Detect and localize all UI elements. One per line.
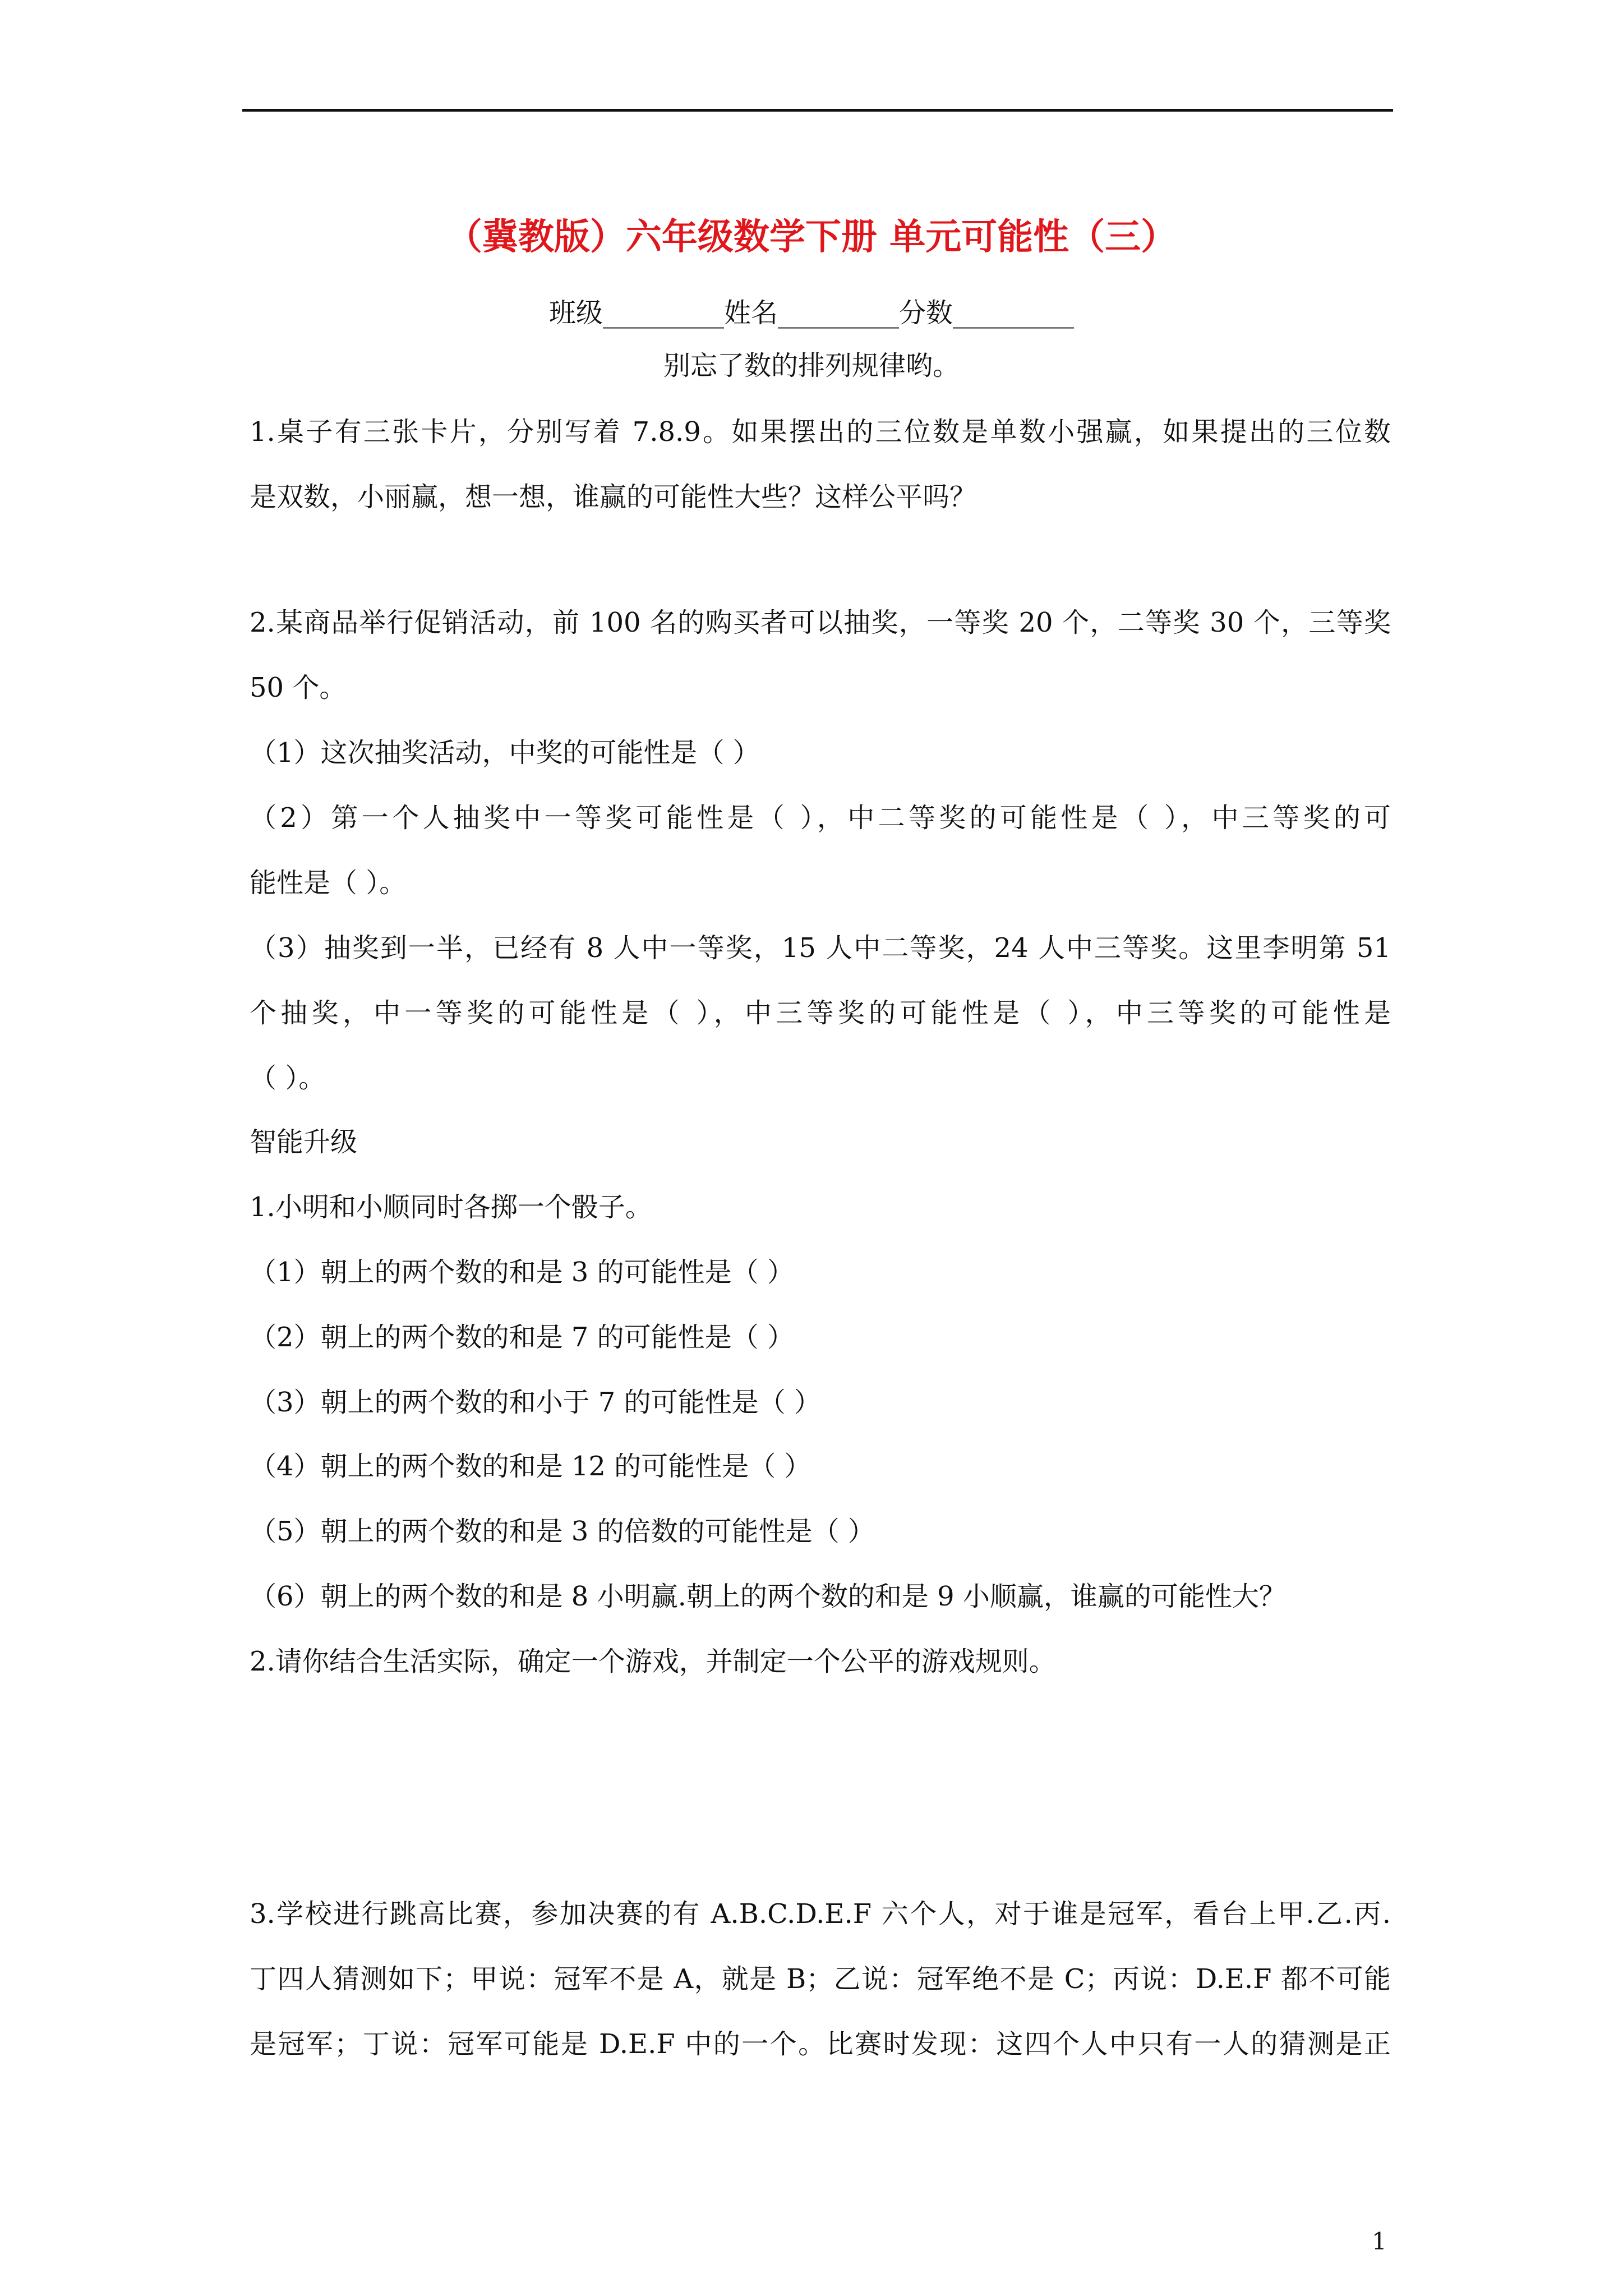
page-number: 1 bbox=[1372, 2228, 1387, 2255]
upgrade-question-1-sub-4: （4）朝上的两个数的和是 12 的可能性是（ ） bbox=[250, 1451, 811, 1482]
upgrade-question-1: 1.小明和小顺同时各掷一个骰子。 bbox=[250, 1191, 652, 1223]
upgrade-question-2: 2.请你结合生活实际，确定一个游戏，并制定一个公平的游戏规则。 bbox=[250, 1646, 1056, 1677]
question-2-sub-3-line-2: 个抽奖，中一等奖的可能性是（ ），中三等奖的可能性是（ ），中三等奖的可能性是 bbox=[250, 997, 1391, 1029]
question-2-sub-1: （1）这次抽奖活动，中奖的可能性是（ ） bbox=[250, 737, 760, 769]
section-heading-upgrade: 智能升级 bbox=[250, 1126, 358, 1158]
upgrade-question-3-line-3: 是冠军；丁说：冠军可能是 D.E.F 中的一个。比赛时发现：这四个人中只有一人的猜测是正 bbox=[250, 2028, 1391, 2060]
question-2-line-2: 50 个。 bbox=[250, 672, 347, 703]
question-2-sub-3-line-3: （ ）。 bbox=[250, 1062, 326, 1094]
upgrade-question-1-sub-6: （6）朝上的两个数的和是 8 小明赢.朝上的两个数的和是 9 小顺赢，谁赢的可能性大？ bbox=[250, 1581, 1286, 1612]
upgrade-question-1-sub-3: （3）朝上的两个数的和小于 7 的可能性是（ ） bbox=[250, 1387, 821, 1418]
question-1-line-1: 1.桌子有三张卡片，分别写着 7.8.9。如果摆出的三位数是单数小强赢，如果提出的三位数 bbox=[250, 416, 1391, 448]
upgrade-question-3-line-2: 丁四人猜测如下；甲说：冠军不是 A，就是 B；乙说：冠军绝不是 C；丙说：D.E.F 都不可能 bbox=[250, 1963, 1391, 1995]
student-info-line: 班级_________姓名_________分数_________ bbox=[548, 297, 1074, 329]
hint-text: 别忘了数的排列规律哟。 bbox=[663, 350, 960, 381]
question-2-sub-2-line-2: 能性是（ ）。 bbox=[250, 867, 407, 899]
upgrade-question-3-line-1: 3.学校进行跳高比赛，参加决赛的有 A.B.C.D.E.F 六个人，对于谁是冠军，看台上甲.乙.丙. bbox=[250, 1898, 1391, 1930]
question-1-line-2: 是双数，小丽赢，想一想，谁赢的可能性大些？这样公平吗？ bbox=[250, 481, 977, 513]
upgrade-question-1-sub-2: （2）朝上的两个数的和是 7 的可能性是（ ） bbox=[250, 1322, 794, 1353]
question-2-sub-3-line-1: （3）抽奖到一半，已经有 8 人中一等奖，15 人中二等奖，24 人中三等奖。这里李明第 51 bbox=[250, 932, 1391, 964]
upgrade-question-1-sub-1: （1）朝上的两个数的和是 3 的可能性是（ ） bbox=[250, 1257, 794, 1288]
question-2-line-1: 2.某商品举行促销活动，前 100 名的购买者可以抽奖，一等奖 20 个，二等奖 30 个，三等奖 bbox=[250, 607, 1391, 638]
question-2-sub-2-line-1: （2）第一个人抽奖中一等奖可能性是（ ），中二等奖的可能性是（ ），中三等奖的可 bbox=[250, 802, 1391, 834]
header-rule bbox=[242, 109, 1393, 112]
document-title: （冀教版）六年级数学下册 单元可能性（三） bbox=[446, 216, 1177, 258]
upgrade-question-1-sub-5: （5）朝上的两个数的和是 3 的倍数的可能性是（ ） bbox=[250, 1516, 875, 1547]
